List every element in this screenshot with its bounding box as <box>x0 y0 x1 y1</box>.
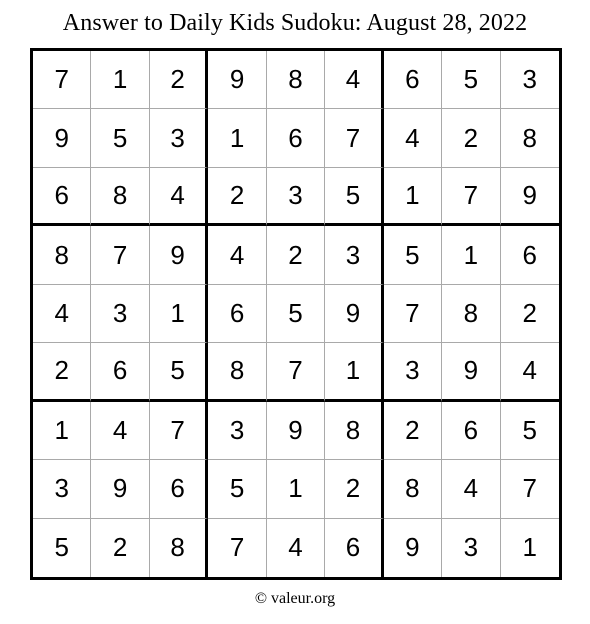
sudoku-cell: 9 <box>150 226 208 284</box>
sudoku-cell: 1 <box>150 285 208 343</box>
sudoku-cell: 3 <box>501 51 559 109</box>
sudoku-cell: 2 <box>208 168 266 226</box>
sudoku-cell: 8 <box>33 226 91 284</box>
sudoku-cell: 6 <box>384 51 442 109</box>
sudoku-cell: 5 <box>150 343 208 401</box>
sudoku-cell: 1 <box>325 343 383 401</box>
sudoku-cell: 6 <box>442 402 500 460</box>
sudoku-cell: 5 <box>33 519 91 577</box>
sudoku-cell: 7 <box>267 343 325 401</box>
sudoku-cell: 2 <box>150 51 208 109</box>
sudoku-cell: 8 <box>501 109 559 167</box>
sudoku-cell: 4 <box>267 519 325 577</box>
sudoku-cell: 3 <box>267 168 325 226</box>
sudoku-cell: 5 <box>442 51 500 109</box>
sudoku-cell: 2 <box>267 226 325 284</box>
sudoku-cell: 3 <box>384 343 442 401</box>
sudoku-cell: 9 <box>33 109 91 167</box>
sudoku-cell: 4 <box>325 51 383 109</box>
sudoku-cell: 4 <box>501 343 559 401</box>
sudoku-cell: 1 <box>522 532 537 563</box>
sudoku-cell: 2 <box>384 402 442 460</box>
sudoku-cell: 4 <box>150 168 208 226</box>
sudoku-cell: 8 <box>150 519 208 577</box>
sudoku-cell: 9 <box>442 343 500 401</box>
sudoku-cell: 3 <box>33 460 91 518</box>
copyright-footer: © valeur.org <box>254 590 336 607</box>
sudoku-cell: 3 <box>442 519 500 577</box>
sudoku-cell: 2 <box>501 285 559 343</box>
sudoku-cell: 4 <box>33 285 91 343</box>
sudoku-cell: 2 <box>442 109 500 167</box>
sudoku-cell: 6 <box>501 226 559 284</box>
sudoku-cell: 9 <box>267 402 325 460</box>
sudoku-cell: 6 <box>91 343 149 401</box>
sudoku-cell: 7 <box>384 285 442 343</box>
sudoku-cell: 7 <box>501 460 559 518</box>
sudoku-cell: 8 <box>208 343 266 401</box>
sudoku-cell: 9 <box>91 460 149 518</box>
sudoku-cell: 7 <box>91 226 149 284</box>
sudoku-cell: 6 <box>33 168 91 226</box>
sudoku-cell: 4 <box>208 226 266 284</box>
page-title: Answer to Daily Kids Sudoku: August 28, 2022 <box>62 10 528 36</box>
sudoku-cell: 7 <box>33 51 91 109</box>
sudoku-cell: 3 <box>208 402 266 460</box>
sudoku-cell: 2 <box>91 519 149 577</box>
sudoku-cell: 5 <box>91 109 149 167</box>
sudoku-cell: 1 <box>91 51 149 109</box>
sudoku-cell: 4 <box>91 402 149 460</box>
sudoku-grid <box>30 48 562 580</box>
sudoku-cell: 6 <box>325 519 383 577</box>
sudoku-cell: 7 <box>208 519 266 577</box>
sudoku-cell: 5 <box>325 168 383 226</box>
sudoku-cell: 6 <box>150 460 208 518</box>
sudoku-cell: 5 <box>267 285 325 343</box>
sudoku-cell: 3 <box>91 285 149 343</box>
sudoku-cell: 9 <box>208 51 266 109</box>
sudoku-cell: 1 <box>384 168 442 226</box>
sudoku-cell: 5 <box>384 226 442 284</box>
sudoku-cell: 3 <box>325 226 383 284</box>
sudoku-cell: 7 <box>150 402 208 460</box>
sudoku-cell: 1 <box>208 109 266 167</box>
sudoku-cell: 1 <box>33 402 91 460</box>
sudoku-cell: 5 <box>208 460 266 518</box>
sudoku-cell: 8 <box>442 285 500 343</box>
sudoku-cell: 2 <box>325 460 383 518</box>
sudoku-cell: 1 <box>267 460 325 518</box>
sudoku-cell: 5 <box>501 402 559 460</box>
sudoku-cell: 9 <box>325 285 383 343</box>
sudoku-cell: 2 <box>33 343 91 401</box>
sudoku-cell: 1 <box>442 226 500 284</box>
sudoku-cell: 8 <box>384 460 442 518</box>
sudoku-cell: 4 <box>384 109 442 167</box>
sudoku-cell: 8 <box>267 51 325 109</box>
sudoku-cell: 8 <box>325 402 383 460</box>
sudoku-cell: 9 <box>384 519 442 577</box>
sudoku-cell: 4 <box>442 460 500 518</box>
sudoku-cell: 9 <box>501 168 559 226</box>
sudoku-cell: 6 <box>208 285 266 343</box>
sudoku-cell: 7 <box>442 168 500 226</box>
sudoku-cell: 8 <box>91 168 149 226</box>
sudoku-cell: 7 <box>325 109 383 167</box>
sudoku-cell: 3 <box>150 109 208 167</box>
sudoku-cell: 6 <box>267 109 325 167</box>
